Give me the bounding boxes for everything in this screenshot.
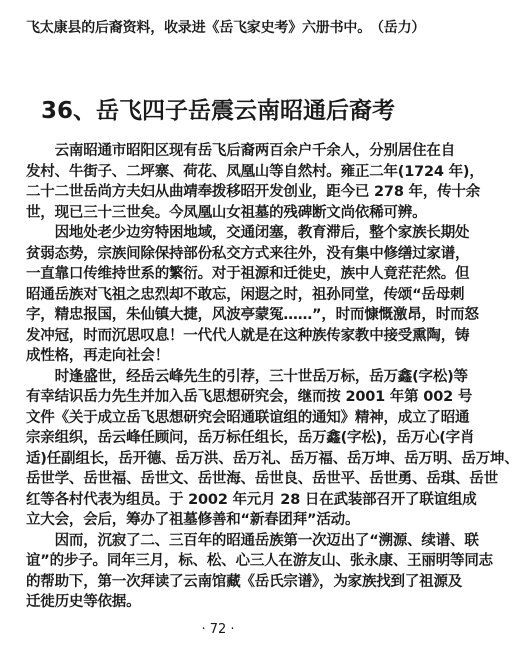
body-line: 成性格，再走向社会！ bbox=[26, 348, 169, 364]
page-number: · 72 · bbox=[201, 622, 235, 637]
body-line: 贫弱态势，宗族间除保持部份私交方式来往外，没有集中修缮过家谱， bbox=[26, 245, 470, 262]
body-line: 昭通岳族对飞祖之忠烈却不敢忘，闲遐之时，祖孙同堂，传颂“岳母刺 bbox=[26, 286, 465, 303]
header-excerpt bbox=[26, 18, 426, 38]
chapter-title: 36、岳飞四子岳震云南昭通后裔考 bbox=[40, 98, 395, 124]
body-line: 世，现已三十三世矣。今凤凰山女祖墓的残碑断文尚依稀可辨。 bbox=[26, 204, 427, 221]
body-line: 发村、牛街子、二坪寨、荷花、凤凰山等自然村。雍正二年(1724 年)， bbox=[26, 163, 484, 180]
body-line: 有幸结识岳力先生并加入岳飞思想研究会，继而按 2001 年第 002 号 bbox=[26, 389, 473, 405]
body-line: 适)任副组长，岳开德、岳万洪、岳万礼、岳万福、岳万坤、岳万明、岳万坤、 bbox=[26, 450, 519, 467]
body-line: 二十二世岳尚方夫妇从曲靖奉拨移昭开发创业，距今已 278 年，传十余 bbox=[26, 184, 481, 200]
body-line: 一直靠口传维持世系的繁衍。对于祖源和迁徙史，族中人竟茫茫然。但 bbox=[26, 266, 470, 282]
body-line: 宗亲组织，岳云峰任顾问，岳万标任组长，岳万鑫(字松)，岳万心(字肖 bbox=[26, 430, 475, 446]
body-line: 字，精忠报国，朱仙镇大捷，风波亭蒙冤……”，时而慷慨激昂，时而怒 bbox=[26, 307, 479, 323]
body-line: 红等各村代表为组员。于 2002 年元月 28 日在武装部召开了联谊组成 bbox=[26, 491, 477, 508]
header-excerpt-text: 飞太康县的后裔资料，收录进《岳飞家史考》六册书中。 bbox=[26, 20, 371, 36]
body-line: 的帮助下，第一次拜读了云南馆藏《岳氏宗谱》，为家族找到了祖源及 bbox=[26, 573, 463, 590]
body-line: 云南昭通市昭阳区现有岳飞后裔两百余户千余人，分别居住在自 bbox=[26, 143, 455, 159]
header-excerpt-attribution: （岳力） bbox=[377, 20, 426, 36]
body-line: 谊”的步子。同年三月，标、松、心三人在游友山、张永康、王丽明等同志 bbox=[26, 553, 493, 569]
body-line: 时逢盛世，经岳云峰先生的引荐，三十世岳万标，岳万鑫(字松)等 bbox=[26, 368, 468, 385]
body-line: 文件《关于成立岳飞思想研究会昭通联谊组的通知》精神，成立了昭通 bbox=[26, 409, 470, 426]
body-line: 因而，沉寂了二、三百年的昭通岳族第一次迈出了“溯源、续谱、联 bbox=[26, 532, 479, 549]
body-line: 迁徙历史等依据。 bbox=[26, 594, 141, 610]
body-line: 发冲冠，时而沉思叹息！一代代人就是在这种族传家教中接受熏陶，铸 bbox=[26, 327, 470, 344]
body-line: 立大会，会后，筹办了祖墓修善和“新春团拜”活动。 bbox=[26, 512, 360, 528]
body-line: 岳世学、岳世福、岳世文、岳世海、岳世良、岳世平、岳世勇、岳琪、岳世 bbox=[26, 471, 498, 487]
body-line: 因地处老少边穷特困地域，交通闭塞，教育滞后，整个家族长期处 bbox=[26, 225, 470, 241]
